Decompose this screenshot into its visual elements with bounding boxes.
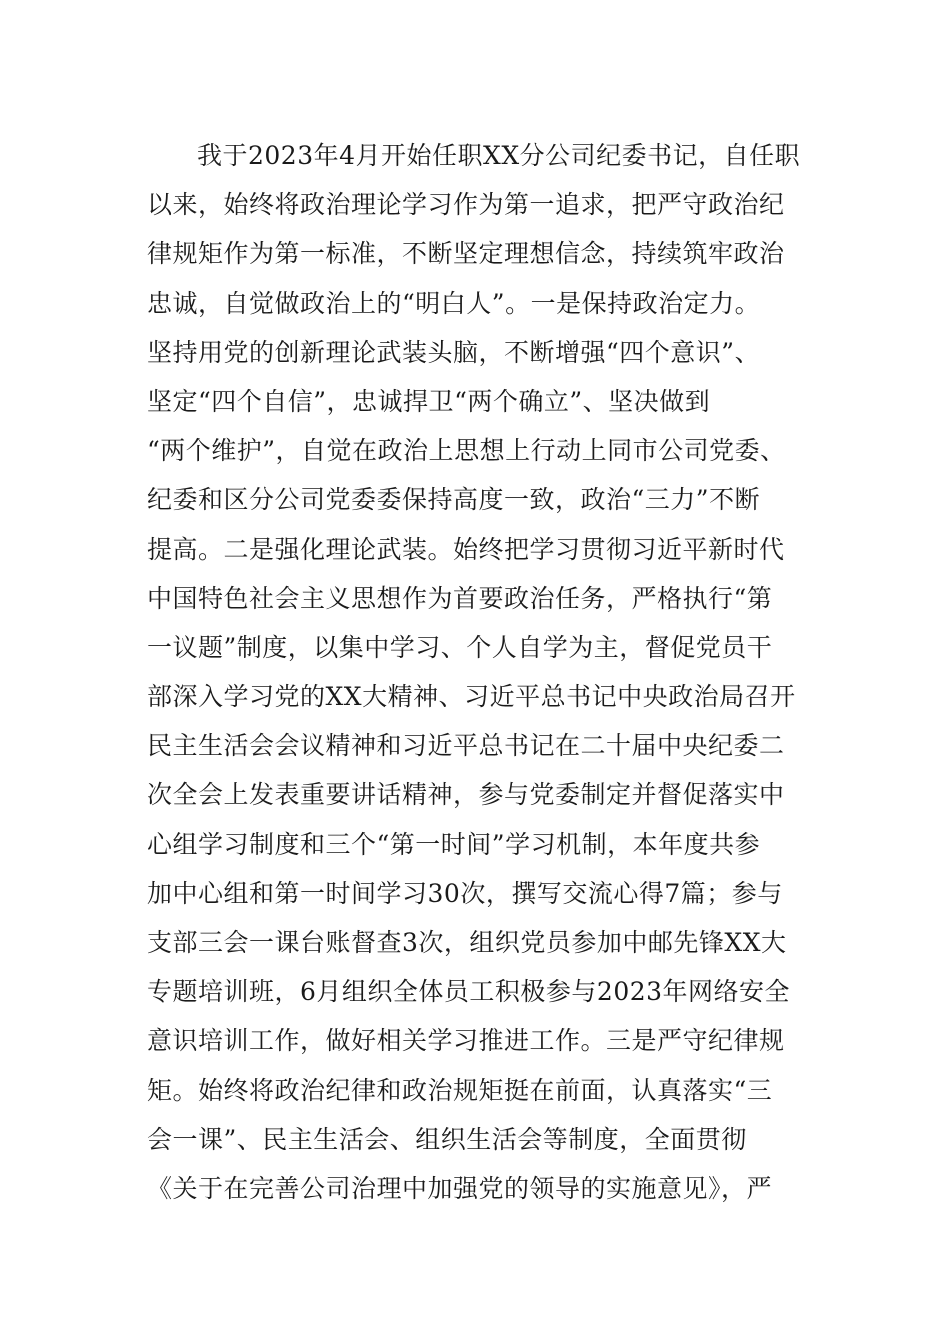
paragraph-line: 矩。始终将政治纪律和政治规矩挺在前面，认真落实“三 [147,1075,773,1105]
paragraph-line: 一议题”制度，以集中学习、个人自学为主，督促党员干 [147,632,773,662]
body-paragraph [147,131,807,1213]
paragraph-line: 支部三会一课台账督查3次，组织党员参加中邮先锋XX大 [147,928,787,957]
paragraph-line: 我于2023年4月开始任职XX分公司纪委书记，自任职 [197,141,801,170]
paragraph-line: 会一课”、民主生活会、组织生活会等制度，全面贯彻 [147,1124,747,1154]
paragraph-line: 民主生活会会议精神和习近平总书记在二十届中央纪委二 [147,731,785,761]
paragraph-line: 忠诚，自觉做政治上的“明白人”。一是保持政治定力。 [147,288,761,318]
paragraph-line: 加中心组和第一时间学习30次，撰写交流心得7篇；参与 [147,878,783,908]
paragraph-line: 中国特色社会主义思想作为首要政治任务，严格执行“第 [147,583,773,613]
paragraph-line: 意识培训工作，做好相关学习推进工作。三是严守纪律规 [147,1026,785,1056]
paragraph-line: 专题培训班，6月组织全体员工积极参与2023年网络安全 [147,977,791,1007]
paragraph-line: 坚持用党的创新理论武装头脑，不断增强“四个意识”、 [147,337,761,367]
paragraph-line: 以来，始终将政治理论学习作为第一追求，把严守政治纪 [147,190,785,220]
paragraph-line: 坚定“四个自信”，忠诚捍卫“两个确立”、坚决做到 [147,386,711,416]
paragraph-line: 提高。二是强化理论武装。始终把学习贯彻习近平新时代 [147,534,785,564]
paragraph-line: 次全会上发表重要讲话精神，参与党委制定并督促落实中 [147,780,785,810]
paragraph-line: 律规矩作为第一标准，不断坚定理想信念，持续筑牢政治 [147,239,785,269]
paragraph-line: 纪委和区分公司党委委保持高度一致，政治“三力”不断 [147,485,761,515]
paragraph-line: 《关于在完善公司治理中加强党的领导的实施意见》，严 [147,1173,773,1203]
paragraph-line: “两个维护”，自觉在政治上思想上行动上同市公司党委、 [147,436,786,466]
paragraph-line: 心组学习制度和三个“第一时间”学习机制，本年度共参 [147,829,761,859]
paragraph-line: 部深入学习党的XX大精神、习近平总书记中央政治局召开 [147,682,796,712]
